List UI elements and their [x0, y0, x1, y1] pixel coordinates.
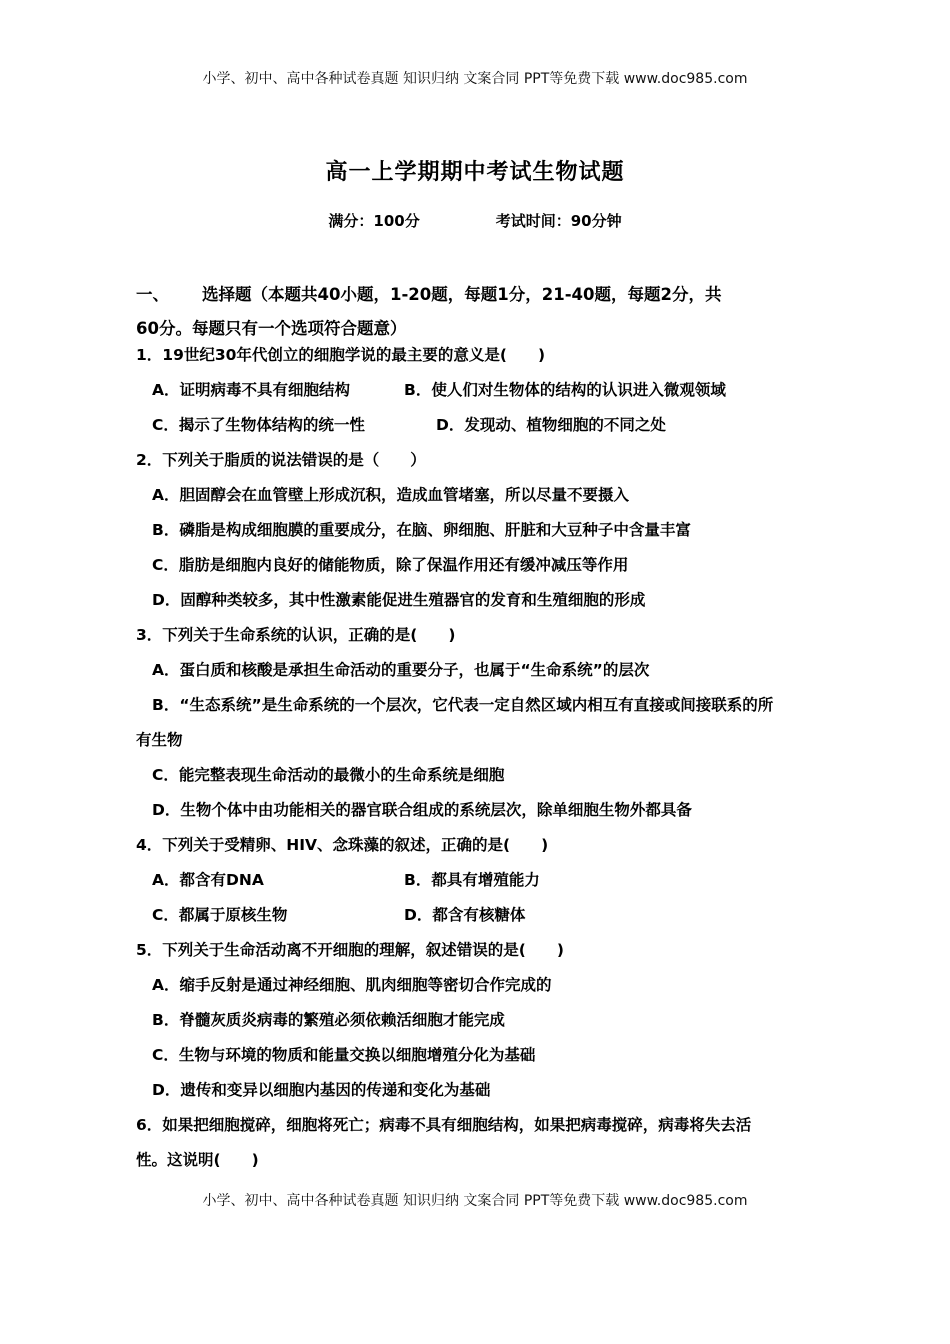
option-a: A．都含有DNA — [152, 871, 264, 889]
page-footer: 小学、初中、高中各种试卷真题 知识归纳 文案合同 PPT等免费下载 www.doc985.com — [202, 1193, 748, 1209]
full-score: 满分：100分 — [328, 212, 420, 230]
option-d: D．固醇种类较多，其中性激素能促进生殖器官的发育和生殖细胞的形成 — [152, 591, 646, 609]
option-d: D．都含有核糖体 — [404, 906, 526, 924]
question-stem: 2．下列关于脂质的说法错误的是（ ） — [136, 451, 426, 469]
option-row — [136, 408, 826, 443]
option-b: B．“生态系统”是生命系统的一个层次，它代表一定自然区域内相互有直接或间接联系的所 — [152, 696, 774, 714]
option-b: B．使人们对生物体的结构的认识进入微观领域 — [404, 381, 726, 399]
question-stem: 6．如果把细胞搅碎，细胞将死亡；病毒不具有细胞结构，如果把病毒搅碎，病毒将失去活 — [136, 1116, 752, 1134]
option-c: C．揭示了生物体结构的统一性 — [152, 416, 365, 434]
question-stem-continued: 性。这说明( ) — [136, 1151, 259, 1169]
question-list — [136, 338, 826, 1178]
option-row — [136, 863, 826, 898]
option-a: A．胆固醇会在血管壁上形成沉积，造成血管堵塞，所以尽量不要摄入 — [152, 486, 629, 504]
option-row — [136, 373, 826, 408]
question-stem: 4．下列关于受精卵、HIV、念珠藻的叙述，正确的是( ) — [136, 836, 549, 854]
exam-time: 考试时间：90分钟 — [495, 212, 622, 230]
option-b: B．磷脂是构成细胞膜的重要成分，在脑、卵细胞、肝脏和大豆种子中含量丰富 — [152, 521, 691, 539]
option-a: A．缩手反射是通过神经细胞、肌肉细胞等密切合作完成的 — [152, 976, 552, 994]
section-text-line2: 60分。每题只有一个选项符合题意） — [136, 319, 407, 338]
section-number: 一、 — [136, 285, 169, 304]
question-stem: 1．19世纪30年代创立的细胞学说的最主要的意义是( ) — [136, 346, 546, 364]
option-b-continued: 有生物 — [136, 731, 183, 749]
question-stem: 3．下列关于生命系统的认识，正确的是( ) — [136, 626, 456, 644]
option-c: C．都属于原核生物 — [152, 906, 288, 924]
question-stem: 5．下列关于生命活动离不开细胞的理解，叙述错误的是( ) — [136, 941, 564, 959]
page-header: 小学、初中、高中各种试卷真题 知识归纳 文案合同 PPT等免费下载 www.doc985.com — [202, 71, 748, 87]
section-heading — [136, 278, 818, 346]
option-d: D．遗传和变异以细胞内基因的传递和变化为基础 — [152, 1081, 491, 1099]
option-a: A．证明病毒不具有细胞结构 — [152, 381, 350, 399]
page-title: 高一上学期期中考试生物试题 — [325, 160, 625, 185]
option-d: D．发现动、植物细胞的不同之处 — [436, 416, 666, 434]
option-d: D．生物个体中由功能相关的器官联合组成的系统层次，除单细胞生物外都具备 — [152, 801, 692, 819]
option-b: B．脊髓灰质炎病毒的繁殖必须依赖活细胞才能完成 — [152, 1011, 505, 1029]
option-c: C．生物与环境的物质和能量交换以细胞增殖分化为基础 — [152, 1046, 536, 1064]
option-row — [136, 898, 826, 933]
option-c: C．脂肪是细胞内良好的储能物质，除了保温作用还有缓冲减压等作用 — [152, 556, 629, 574]
option-b: B．都具有增殖能力 — [404, 871, 540, 889]
section-text-line1: 选择题（本题共40小题，1-20题，每题1分，21-40题，每题2分，共 — [202, 285, 722, 304]
option-c: C．能完整表现生命活动的最微小的生命系统是细胞 — [152, 766, 505, 784]
exam-meta — [0, 210, 950, 231]
option-a: A．蛋白质和核酸是承担生命活动的重要分子，也属于“生命系统”的层次 — [152, 661, 650, 679]
